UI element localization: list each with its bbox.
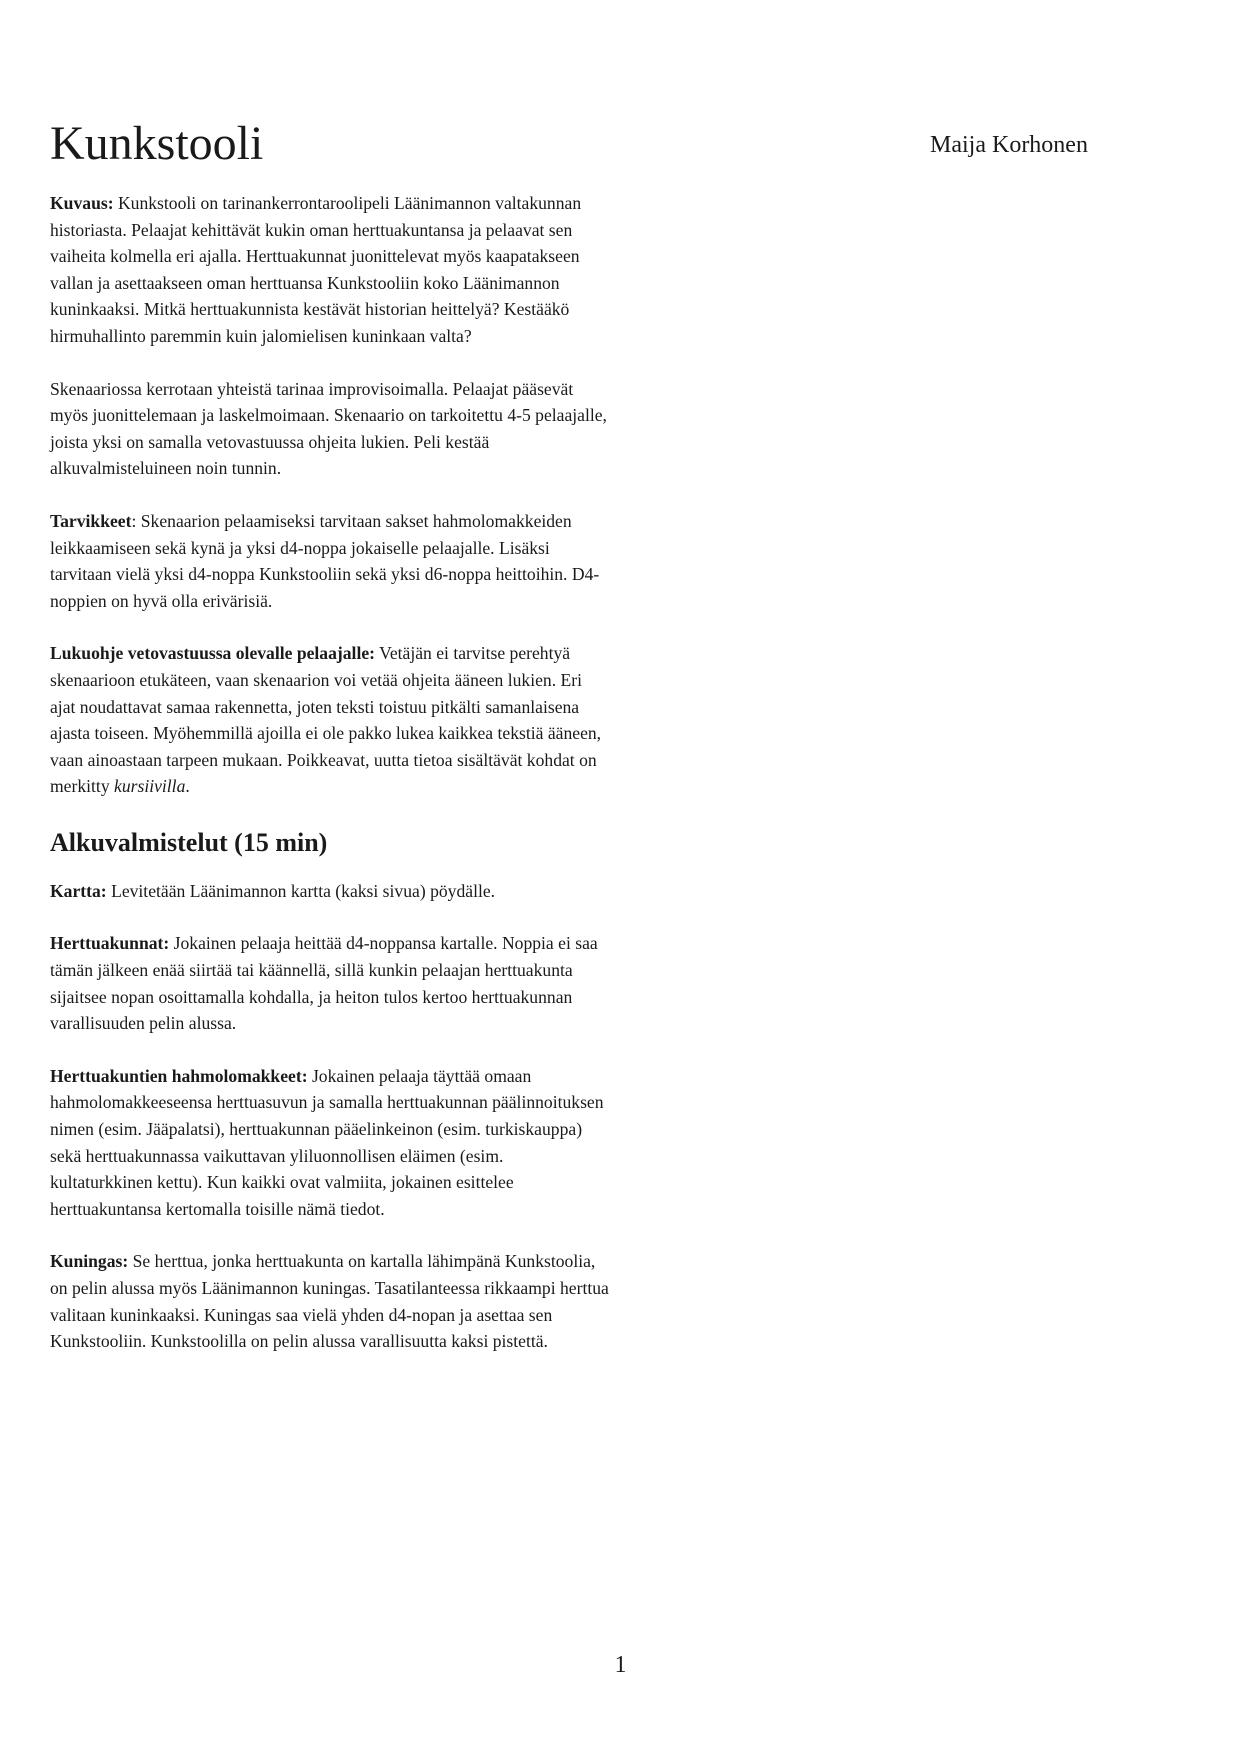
lukuohje-text: Vetäjän ei tarvitse perehtyä skenaarioon etukäteen, vaan skenaarion voi vetää ohjeita ääneen lukien. Eri ajat noudattavat samaa rakennetta, joten teksti toistuu pitkälti samanlaisena ajasta toiseen. Myöhemmillä ajoilla ei ole pakko lukea kaikkea tekstiä ääneen, vaan ainoastaan tarpeen mukaan. Poikkeavat, uutta tietoa sisältävät kohdat on merkitty: [50, 643, 602, 797]
paragraph-tarvikkeet: [50, 508, 610, 614]
paragraph-hahmolomakkeet: [50, 1063, 610, 1223]
main-text-column: [50, 190, 610, 1355]
page-number: 1: [614, 1652, 627, 1678]
paragraph-kartta: [50, 878, 610, 905]
kuningas-label: Kuningas:: [50, 1251, 129, 1272]
hahmolomakkeet-text: Jokainen pelaaja täyttää omaan hahmolomakkeeseensa herttuasuvun ja samalla herttuakunnan päälinnoituksen nimen (esim. Jääpalatsi), herttuakunnan pääelinkeinon (esim. turkiskauppa) sekä herttuakunnassa vaikuttavan yliluonnollisen eläimen (esim. kultaturkkinen kettu). Kun kaikki ovat valmiita, jokainen esittelee herttuakuntansa kertomalla toisille nämä tiedot.: [50, 1065, 604, 1219]
section-heading-alkuvalmistelut: Alkuvalmistelut (15 min): [50, 827, 328, 857]
kartta-text: Levitetään Läänimannon kartta (kaksi sivua) pöydälle.: [106, 880, 496, 901]
paragraph-lukuohje: [50, 640, 610, 800]
skenaario-text: Skenaariossa kerrotaan yhteistä tarinaa improvisoimalla. Pelaajat pääsevät myös juonittelemaan ja laskelmoimaan. Skenaario on tarkoitettu 4-5 pelaajalle, joista yksi on samalla vetovastuussa ohjeita lukien. Peli kestää alkuvalmisteluineen noin tunnin.: [50, 378, 607, 479]
hahmolomakkeet-label: Herttuakuntien hahmolomakkeet:: [50, 1065, 308, 1086]
paragraph-skenaario: [50, 376, 610, 482]
kuningas-text: Se herttua, jonka herttuakunta on kartalla lähimpänä Kunkstoolia, on pelin alussa myös Läänimannon kuningas. Tasatilanteessa rikkaampi herttua valitaan kuninkaaksi. Kuningas saa vielä yhden d4-nopan ja asettaa sen Kunkstooliin. Kunkstoolilla on pelin alussa varallisuutta kaksi pistettä.: [50, 1251, 609, 1352]
kuvaus-text: Kunkstooli on tarinankerrontaroolipeli Läänimannon valtakunnan historiasta. Pelaajat kehittävät kukin oman herttuakuntansa ja pelaavat sen vaiheita kolmella eri ajalla. Herttuakunnat juonittelevat myös kaapatakseen vallan ja asettaakseen oman herttuansa Kunkstooliin koko Läänimannon kuninkaaksi. Mitkä herttuakunnista kestävät historian heittelyä? Kestääkö hirmuhallinto paremmin kuin jalomielisen kuninkaan valta?: [50, 193, 582, 346]
tarvikkeet-text: : Skenaarion pelaamiseksi tarvitaan sakset hahmolomakkeiden leikkaamiseen sekä kynä ja yksi d4-noppa jokaiselle pelaajalle. Lisäksi tarvitaan vielä yksi d4-noppa Kunkstooliin sekä yksi d6-noppa heittoihin. D4-noppien on hyvä olla erivärisiä.: [50, 510, 600, 611]
herttuakunnat-label: Herttuakunnat:: [50, 933, 170, 954]
author-name: Maija Korhonen: [930, 132, 1088, 158]
kartta-label: Kartta:: [50, 880, 107, 901]
lukuohje-label: Lukuohje vetovastuussa olevalle pelaajalle:: [50, 643, 376, 664]
tarvikkeet-label: Tarvikkeet: [50, 510, 132, 531]
lukuohje-italic: kursiivilla: [114, 776, 186, 797]
herttuakunnat-text: Jokainen pelaaja heittää d4-noppansa kartalle. Noppia ei saa tämän jälkeen enää siirtää tai käännellä, sillä kunkin pelaajan herttuakunta sijaitsee nopan osoittamalla kohdalla, ja heiton tulos kertoo herttuakunnan varallisuuden pelin alussa.: [50, 933, 598, 1034]
paragraph-kuvaus: [50, 190, 610, 350]
paragraph-kuningas: [50, 1248, 610, 1354]
paragraph-herttuakunnat: [50, 930, 610, 1036]
page-title: Kunkstooli: [50, 117, 264, 170]
kuvaus-label: Kuvaus:: [50, 193, 114, 213]
lukuohje-end: .: [185, 776, 190, 797]
